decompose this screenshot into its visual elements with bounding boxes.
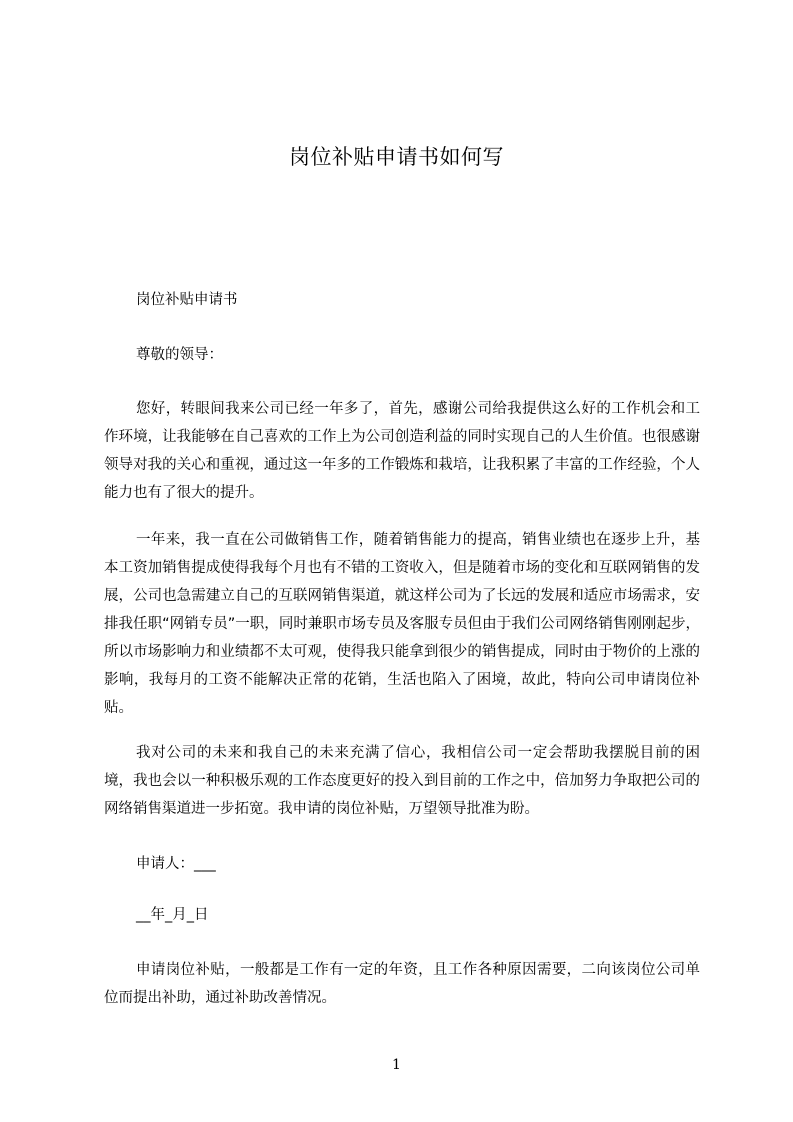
salutation: 尊敬的领导： <box>136 347 223 363</box>
paragraph-2: 一年来，我一直在公司做销售工作，随着销售能力的提高，销售业绩也在逐步上升，基本工资加销售提成使得我每个月也有不错的工资收入，但是随着市场的变化和互联网销售的发展，公司也急需建立自己的互联网销售渠道，就这样公司为了长远的发展和适应市场需求，安排我任职“网销专员”一职，同时兼职市场专员及客服专员但由于我们公司网络销售刚刚起步，所以市场影响力和业绩都不太可观，使得我只能拿到很少的销售提成，同时由于物价的上涨的影响，我每月的工资不能解决正常的花销，生活也陷入了困境，故此，特向公司申请岗位补贴。 <box>104 532 700 716</box>
letter-heading: 岗位补贴申请书 <box>136 292 238 308</box>
paragraph-3: 我对公司的未来和我自己的未来充满了信心，我相信公司一定会帮助我摆脱目前的困境，我也会以一种积极乐观的工作态度更好的投入到目前的工作之中，倍加努力争取把公司的网络销售渠道进一步拓宽。我申请的岗位补贴，万望领导批准为盼。 <box>104 745 700 817</box>
applicant-line: 申请人：___ <box>136 856 216 872</box>
date-line: __年_月_日 <box>136 907 209 923</box>
paragraph-1: 您好，转眼间我来公司已经一年多了，首先，感谢公司给我提供这么好的工作机会和工作环境，让我能够在自己喜欢的工作上为公司创造利益的同时实现自己的人生价值。也很感谢领导对我的关心和重视，通过这一年多的工作锻炼和栽培，让我积累了丰富的工作经验，个人能力也有了很大的提升。 <box>104 401 700 501</box>
page-number: 1 <box>392 1057 401 1073</box>
document-title: 岗位补贴申请书如何写 <box>289 145 504 169</box>
note-paragraph: 申请岗位补贴，一般都是工作有一定的年资，且工作各种原因需要，二向该岗位公司单位而提出补助，通过补助改善情况。 <box>104 962 700 1006</box>
